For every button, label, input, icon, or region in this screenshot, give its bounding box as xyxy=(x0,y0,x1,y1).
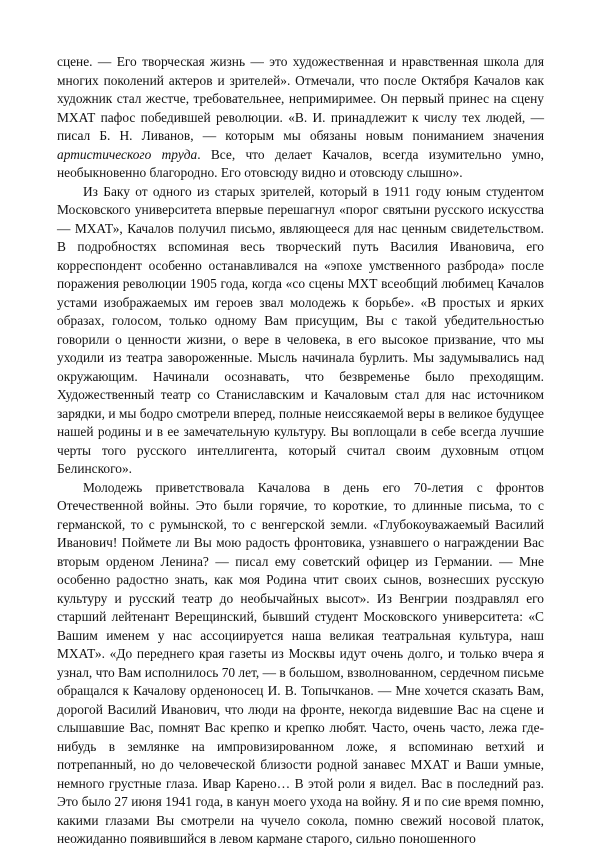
paragraph-1-text-a: сцене. — Его творческая жизнь — это художественная и нравственная школа для многих поколений актеров и зрителей». Отмечали, что после Октября Качалов как художник стал жестче, требовательнее, непримиримее. Он первый принес на сцену МХАТ пафос победившей революции. «В. И. принадлежит к числу тех людей, — писал Б. Н. Ливанов, — которым мы обязаны новым пониманием значения xyxy=(57,54,544,143)
paragraph-3-text: Молодежь приветствовала Качалова в день его 70-летия с фронтов Отечественной войны. Это были горячие, то короткие, то длинные письма, то с германской, то с румынской, то с венгерской земли. «Глубокоуважаемый Василий Иванович! Поймете ли Вы мою радость фронтовика, узнавшего о награждении Вас вторым орденом Ленина? — писал ему советский офицер из Германии. — Мне особенно радостно знать, как моя Родина чтит своих сынов, вознесших русскую культуру и русский театр до необычайных высот». Из Венгрии поздравлял его старший лейтенант Верещинский, бывший студент Московского университета: «С Вашим именем у нас ассоциируется наша великая театральная культура, наш МХАТ». «До переднего края газеты из Москвы идут очень долго, и только вчера я узнал, что Вам исполнилось 70 лет, — в большом, взволнованном, сердечном письме обращался к Качалову орденоносец И. В. Топычканов. — Мне хочется сказать Вам, дорогой Василий Иванович, что люди на фронте, некогда видевшие Вас на сцене и слышавшие Вас, помнят Вас крепко и крепко любят. Часто, очень часто, лежа где-нибудь в землянке на импровизированном ложе, я вспоминаю ветхий и потрепанный, но до человеческой близости родной занавес МХАТ и Ваши умные, немного грустные глаза. Ивар Карено… В этой роли я видел. Вас в последний раз. Это было 27 июня 1941 года, в канун моего ухода на войну. Я и по сие время помню, какими глазами Вы смотрели на чучело сокола, помню свежий носовой платок, неожиданно появившийся в левом кармане старого, сильно поношенного xyxy=(57,479,544,846)
paragraph-3 xyxy=(57,479,544,849)
paragraph-1-italic-phrase: артистического труда xyxy=(57,146,198,162)
paragraph-2-text: Из Баку от одного из старых зрителей, который в 1911 году юным студентом Московского университета впервые перешагнул «порог святыни русского искусства — МХАТ», Качалов получил письмо, являющееся для нас ценным свидетельством. В подробностях вспоминая весь творческий путь Василия Ивановича, его корреспондент особенно останавливался на «эпохе умственного разброда» после поражения революции 1905 года, когда «со сцены МХТ всеобщий любимец Качалов устами изображаемых им героев звал молодежь к борьбе». «В простых и ярких образах, голосом, только одному Вам присущим, Вы с такой убедительностью говорили о ценности жизни, о вере в человека, в его высокое призвание, что мы уходили из театра завороженные. Мысль начинала бурлить. Мы задумывались над окружающим. Начинали осознавать, что безвременье было преходящим. Художественный театр со Станиславским и Качаловым стал для нас источником зарядки, и мы бодро смотрели вперед, полные неиссякаемой веры в великое будущее нашей родины и в ее замечательную культуру. Вы воплощали в себе всегда лучшие черты того русского интеллигента, который считал своим духовным отцом Белинского». xyxy=(57,183,544,476)
document-page xyxy=(57,53,544,849)
paragraph-1-text-b: . Все, что делает Качалов, всегда изумительно умно, необыкновенно благородно. Его отовсюду видно и отовсюду слышно». xyxy=(57,146,544,180)
paragraph-2 xyxy=(57,183,544,479)
paragraph-1 xyxy=(57,53,544,183)
